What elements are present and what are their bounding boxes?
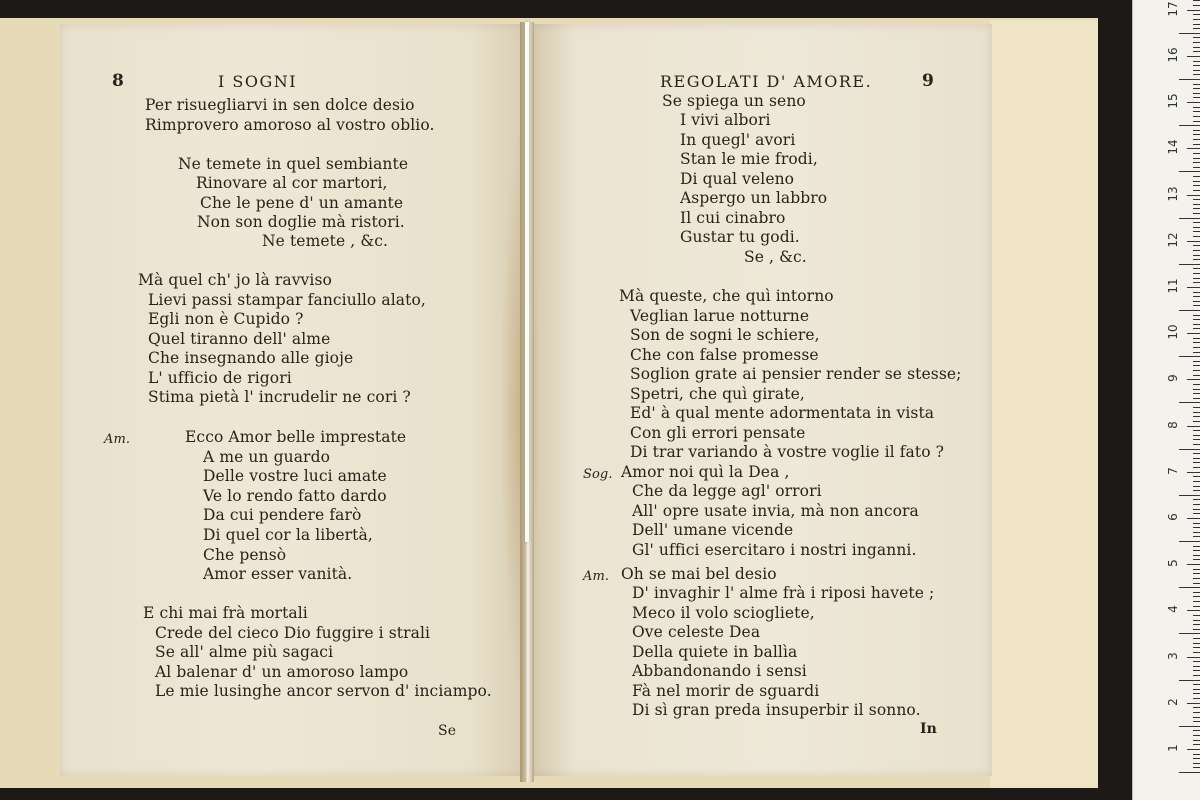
ruler-tick: [1179, 402, 1200, 403]
ruler-number: 6: [1166, 513, 1180, 521]
ruler-tick: [1193, 555, 1200, 556]
verse-line: Gustar tu godi.: [680, 228, 800, 246]
ruler-tick: [1187, 379, 1200, 380]
ruler-tick: [1193, 24, 1200, 25]
verse-line: Veglian larue notturne: [630, 307, 810, 325]
verse-line: Di sì gran preda insuperbir il sonno.: [632, 701, 921, 719]
verse-line: Egli non è Cupido ?: [148, 310, 304, 328]
verse-line: Mà queste, che quì intorno: [619, 287, 834, 305]
ruler-tick: [1193, 523, 1200, 524]
ruler-tick: [1193, 305, 1200, 306]
ruler-tick: [1193, 107, 1200, 108]
ruler-tick: [1179, 218, 1200, 219]
ruler-tick: [1193, 717, 1200, 718]
ruler-tick: [1187, 472, 1200, 473]
ruler-tick: [1193, 444, 1200, 445]
verse-line: Se spiega un seno: [662, 92, 806, 110]
ruler-tick: [1193, 693, 1200, 694]
ruler-tick: [1193, 74, 1200, 75]
ruler-tick: [1193, 319, 1200, 320]
verse-line: Ve lo rendo fatto dardo: [203, 487, 387, 505]
verse-line: Soglion grate ai pensier render se stesse;: [630, 365, 962, 383]
ruler-tick: [1193, 292, 1200, 293]
ruler-tick: [1193, 28, 1200, 29]
ruler-number: 12: [1166, 232, 1180, 248]
verse-line: Che da legge agl' orrori: [632, 482, 822, 500]
ruler-tick: [1193, 421, 1200, 422]
ruler-tick: [1187, 703, 1200, 704]
ruler-tick: [1193, 481, 1200, 482]
ruler-tick: [1187, 195, 1200, 196]
ruler-number: 14: [1166, 139, 1180, 155]
verse-line: E chi mai frà mortali: [143, 604, 308, 622]
ruler-tick: [1193, 550, 1200, 551]
ruler-tick: [1193, 190, 1200, 191]
verse-line: Son de sogni le schiere,: [630, 326, 820, 344]
ruler-tick: [1193, 735, 1200, 736]
ruler-tick: [1193, 65, 1200, 66]
verse-line: Ed' à qual mente adormentata in vista: [630, 404, 935, 422]
ruler-tick: [1193, 758, 1200, 759]
speaker-label: Sog.: [583, 467, 613, 482]
ruler-tick: [1193, 684, 1200, 685]
ruler-tick: [1193, 5, 1200, 6]
ruler-tick: [1193, 268, 1200, 269]
page-number: 9: [922, 71, 934, 91]
verse-line: L' ufficio de rigori: [148, 369, 292, 387]
verse-line: Ecco Amor belle imprestate: [185, 428, 407, 446]
ruler-number: 2: [1166, 697, 1180, 706]
ruler-tick: [1193, 61, 1200, 62]
ruler-tick: [1193, 116, 1200, 117]
ruler-tick: [1193, 721, 1200, 722]
ruler-tick: [1193, 51, 1200, 52]
ruler-number: 15: [1166, 93, 1180, 109]
ruler-tick: [1193, 389, 1200, 390]
ruler-tick: [1193, 97, 1200, 98]
backing-board-edge: [990, 20, 1098, 788]
ruler-tick: [1193, 375, 1200, 376]
ruler-tick: [1193, 181, 1200, 182]
ruler-tick: [1179, 125, 1200, 126]
ruler-tick: [1193, 592, 1200, 593]
verse-line: Dell' umane vicende: [632, 521, 794, 539]
ruler-tick: [1187, 333, 1200, 334]
ruler-tick: [1193, 153, 1200, 154]
ruler-tick: [1193, 236, 1200, 237]
verse-line: Stan le mie frodi,: [680, 150, 818, 168]
ruler-tick: [1193, 647, 1200, 648]
verse-line: Che insegnando alle gioje: [148, 349, 354, 367]
ruler-tick: [1193, 546, 1200, 547]
verse-line: Amor noi quì la Dea ,: [621, 463, 790, 481]
ruler-tick: [1179, 356, 1200, 357]
ruler-tick: [1193, 416, 1200, 417]
ruler-tick: [1193, 536, 1200, 537]
verse-line: Della quiete in ballìa: [632, 643, 798, 661]
ruler-tick: [1193, 435, 1200, 436]
ruler-tick: [1193, 499, 1200, 500]
ruler-number: 11: [1166, 278, 1180, 294]
ruler-tick: [1193, 231, 1200, 232]
ruler-tick: [1193, 559, 1200, 560]
verse-line: Delle vostre luci amate: [203, 467, 387, 485]
ruler-tick: [1193, 324, 1200, 325]
ruler-tick: [1193, 707, 1200, 708]
ruler-tick: [1193, 624, 1200, 625]
verse-line: Al balenar d' un amoroso lampo: [155, 663, 409, 681]
verse-line: Che le pene d' un amante: [200, 194, 404, 212]
ruler-tick: [1193, 689, 1200, 690]
ruler-tick: [1187, 426, 1200, 427]
ruler-tick: [1193, 384, 1200, 385]
ruler-tick: [1193, 730, 1200, 731]
ruler-tick: [1193, 670, 1200, 671]
ruler-tick: [1193, 763, 1200, 764]
ruler-tick: [1193, 204, 1200, 205]
verse-line: Che con false promesse: [630, 346, 819, 364]
verse-line: Rinovare al cor martori,: [196, 174, 388, 192]
verse-line: Meco il volo sciogliete,: [632, 604, 815, 622]
ruler-tick: [1193, 342, 1200, 343]
verse-line: Di qual veleno: [680, 170, 795, 188]
verse-line: Stima pietà l' incrudelir ne cori ?: [148, 388, 411, 406]
ruler-tick: [1187, 749, 1200, 750]
running-head: REGOLATI D' AMORE.: [660, 72, 873, 91]
ruler-number: 1: [1166, 744, 1180, 752]
verse-line: Oh se mai bel desio: [621, 565, 777, 583]
ruler-tick: [1193, 393, 1200, 394]
ruler-tick: [1193, 176, 1200, 177]
ruler-tick: [1179, 541, 1200, 542]
ruler-number: 17: [1166, 1, 1180, 17]
catchword: Se: [438, 723, 457, 739]
ruler-tick: [1187, 56, 1200, 57]
ruler-tick: [1193, 476, 1200, 477]
ruler-tick: [1187, 287, 1200, 288]
ruler-number: 9: [1166, 374, 1180, 383]
ruler-tick: [1193, 620, 1200, 621]
ruler-tick: [1193, 583, 1200, 584]
ruler-tick: [1193, 615, 1200, 616]
ruler-tick: [1179, 587, 1200, 588]
verse-line: Ne temete in quel sembiante: [178, 155, 409, 173]
ruler-tick: [1193, 111, 1200, 112]
verse-line: All' opre usate invia, mà non ancora: [632, 502, 919, 520]
verse-line: Se all' alme più sagaci: [155, 643, 334, 661]
ruler-tick: [1193, 162, 1200, 163]
verse-line: I vivi albori: [680, 111, 771, 129]
verse-line: Ove celeste Dea: [632, 623, 761, 641]
verse-line: Di trar variando à vostre voglie il fato ?: [630, 443, 945, 461]
ruler-tick: [1179, 79, 1200, 80]
ruler-tick: [1193, 462, 1200, 463]
ruler-tick: [1193, 490, 1200, 491]
verse-line: Le mie lusinghe ancor servon d' inciampo.: [155, 682, 492, 700]
verse-line: Abbandonando i sensi: [632, 662, 807, 680]
ruler-tick: [1193, 629, 1200, 630]
ruler-tick: [1193, 315, 1200, 316]
ruler-number: 4: [1166, 605, 1180, 614]
ruler-tick: [1193, 14, 1200, 15]
ruler-tick: [1193, 430, 1200, 431]
ruler-tick: [1193, 453, 1200, 454]
ruler-tick: [1193, 601, 1200, 602]
ruler-tick: [1193, 208, 1200, 209]
ruler-tick: [1193, 144, 1200, 145]
measuring-ruler: [1132, 0, 1200, 800]
ruler-tick: [1193, 712, 1200, 713]
ruler-tick: [1193, 532, 1200, 533]
ruler-tick: [1193, 638, 1200, 639]
ruler-tick: [1193, 245, 1200, 246]
ruler-tick: [1193, 504, 1200, 505]
verse-line: Fà nel morir de sguardi: [632, 682, 820, 700]
catchword: In: [920, 721, 937, 737]
ruler-tick: [1193, 370, 1200, 371]
ruler-tick: [1179, 772, 1200, 773]
ruler-tick: [1193, 652, 1200, 653]
verse-line: Gl' uffici esercitaro i nostri inganni.: [632, 541, 917, 559]
ruler-tick: [1193, 47, 1200, 48]
ruler-tick: [1179, 33, 1200, 34]
ruler-number: 8: [1166, 420, 1180, 429]
verse-line: Mà quel ch' jo là ravviso: [138, 271, 332, 289]
ruler-tick: [1193, 675, 1200, 676]
ruler-tick: [1193, 509, 1200, 510]
ruler-tick: [1193, 199, 1200, 200]
ruler-tick: [1179, 633, 1200, 634]
binding-thread: [525, 22, 529, 542]
ruler-tick: [1193, 606, 1200, 607]
ruler-tick: [1193, 139, 1200, 140]
running-head: I SOGNI: [218, 72, 298, 91]
ruler-tick: [1193, 467, 1200, 468]
ruler-tick: [1193, 365, 1200, 366]
verse-line: D' invaghir l' alme frà i riposi havete ;: [632, 584, 935, 602]
ruler-tick: [1193, 361, 1200, 362]
ruler-tick: [1193, 398, 1200, 399]
ruler-tick: [1193, 407, 1200, 408]
ruler-number: 16: [1166, 47, 1180, 63]
ruler-tick: [1193, 222, 1200, 223]
ruler-tick: [1193, 347, 1200, 348]
ruler-tick: [1193, 185, 1200, 186]
ruler-tick: [1187, 10, 1200, 11]
ruler-tick: [1193, 301, 1200, 302]
ruler-tick: [1193, 250, 1200, 251]
ruler-tick: [1193, 227, 1200, 228]
ruler-number: 13: [1166, 185, 1180, 202]
ruler-number: 3: [1166, 651, 1180, 660]
page-number: 8: [112, 71, 124, 91]
ruler-tick: [1193, 352, 1200, 353]
ruler-tick: [1193, 158, 1200, 159]
ruler-tick: [1193, 740, 1200, 741]
verse-line: Per risuegliarvi in sen dolce desio: [145, 96, 415, 114]
ruler-tick: [1193, 134, 1200, 135]
speaker-label: Am.: [583, 569, 610, 584]
ruler-tick: [1193, 255, 1200, 256]
ruler-tick: [1193, 0, 1200, 1]
ruler-tick: [1193, 573, 1200, 574]
ruler-tick: [1179, 264, 1200, 265]
ruler-tick: [1187, 241, 1200, 242]
ruler-tick: [1193, 412, 1200, 413]
ruler-tick: [1193, 754, 1200, 755]
verse-line: Amor esser vanità.: [203, 565, 353, 583]
verse-line: Ne temete , &c.: [262, 232, 389, 250]
ruler-tick: [1193, 213, 1200, 214]
ruler-tick: [1187, 610, 1200, 611]
verse-line: Crede del cieco Dio fuggire i strali: [155, 624, 431, 642]
ruler-tick: [1193, 666, 1200, 667]
verse-line: Con gli errori pensate: [630, 424, 806, 442]
ruler-tick: [1193, 569, 1200, 570]
ruler-tick: [1179, 310, 1200, 311]
ruler-tick: [1193, 338, 1200, 339]
ruler-tick: [1193, 167, 1200, 168]
ruler-tick: [1193, 37, 1200, 38]
ruler-tick: [1193, 643, 1200, 644]
ruler-tick: [1193, 698, 1200, 699]
ruler-tick: [1193, 259, 1200, 260]
ruler-tick: [1193, 296, 1200, 297]
verse-line: Lievi passi stampar fanciullo alato,: [148, 291, 426, 309]
ruler-number: 5: [1166, 559, 1180, 567]
verse-line: In quegl' avori: [680, 131, 796, 149]
ruler-tick: [1193, 88, 1200, 89]
ruler-tick: [1187, 657, 1200, 658]
ruler-tick: [1187, 148, 1200, 149]
ruler-tick: [1179, 449, 1200, 450]
ruler-tick: [1187, 518, 1200, 519]
ruler-tick: [1193, 458, 1200, 459]
ruler-tick: [1193, 578, 1200, 579]
ruler-tick: [1193, 661, 1200, 662]
ruler-tick: [1179, 680, 1200, 681]
verse-line: Rimprovero amoroso al vostro oblio.: [145, 116, 435, 134]
ruler-tick: [1193, 42, 1200, 43]
ruler-tick: [1193, 121, 1200, 122]
verse-line: Se , &c.: [744, 248, 807, 266]
ruler-number: 7: [1166, 466, 1180, 475]
verse-line: Il cui cinabro: [680, 209, 786, 227]
ruler-tick: [1193, 130, 1200, 131]
ruler-tick: [1187, 564, 1200, 565]
ruler-tick: [1193, 513, 1200, 514]
ruler-tick: [1193, 93, 1200, 94]
ruler-tick: [1193, 596, 1200, 597]
verse-line: Non son doglie mà ristori.: [197, 213, 405, 231]
ruler-tick: [1193, 744, 1200, 745]
ruler-tick: [1179, 171, 1200, 172]
ruler-tick: [1193, 84, 1200, 85]
verse-line: Quel tiranno dell' alme: [148, 330, 331, 348]
ruler-tick: [1187, 102, 1200, 103]
ruler-tick: [1193, 70, 1200, 71]
verse-line: Spetri, che quì girate,: [630, 385, 805, 403]
ruler-tick: [1179, 495, 1200, 496]
ruler-tick: [1193, 328, 1200, 329]
verse-line: Da cui pendere farò: [203, 506, 362, 524]
ruler-tick: [1193, 19, 1200, 20]
ruler-tick: [1193, 278, 1200, 279]
verse-line: Di quel cor la libertà,: [203, 526, 373, 544]
verse-line: Aspergo un labbro: [680, 189, 828, 207]
ruler-tick: [1193, 527, 1200, 528]
ruler-tick: [1193, 767, 1200, 768]
ruler-number: 10: [1166, 324, 1180, 340]
verse-line: Che pensò: [203, 546, 287, 564]
verse-line: A me un guardo: [203, 448, 331, 466]
ruler-tick: [1193, 273, 1200, 274]
ruler-tick: [1193, 486, 1200, 487]
ruler-tick: [1193, 439, 1200, 440]
ruler-tick: [1193, 282, 1200, 283]
speaker-label: Am.: [104, 432, 131, 447]
ruler-tick: [1179, 726, 1200, 727]
